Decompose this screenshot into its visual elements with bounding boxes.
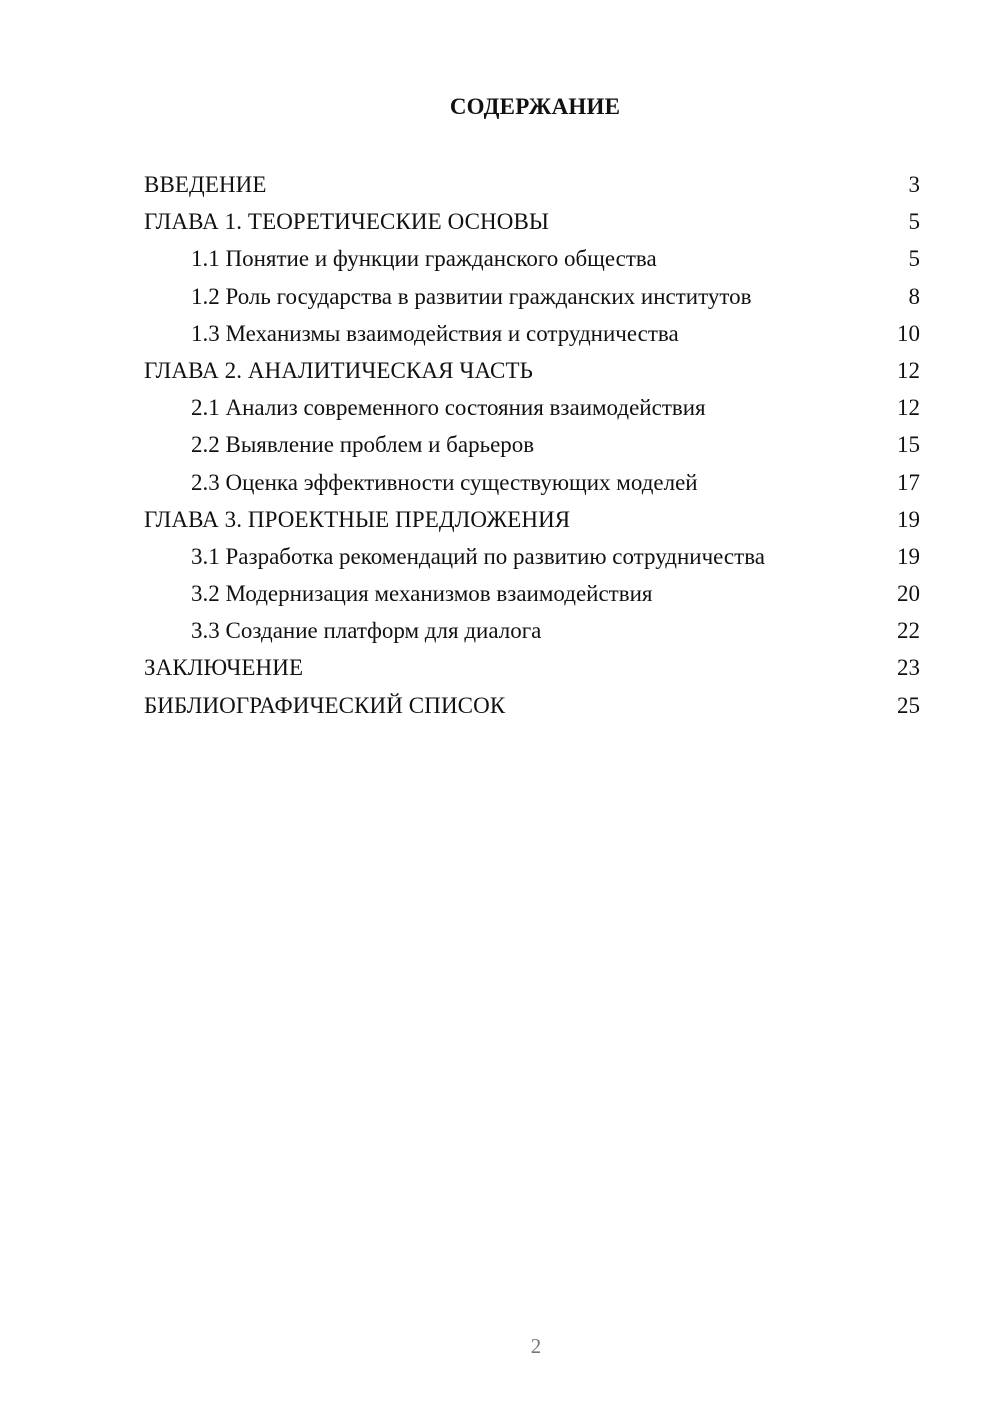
toc-entry-label: 3.1 Разработка рекомендаций по развитию сотрудничества	[191, 543, 765, 569]
toc-entry-page-number: 12	[897, 395, 920, 421]
toc-entry-label: 2.2 Выявление проблем и барьеров	[191, 432, 535, 458]
toc-section-entry	[144, 464, 920, 501]
toc-section-entry	[144, 575, 920, 612]
toc-chapter-entry	[144, 501, 920, 538]
toc-entry-page-number: 25	[897, 692, 920, 718]
toc-entry-label: 2.3 Оценка эффективности существующих моделей	[191, 469, 698, 495]
toc-chapter-entry	[144, 352, 920, 389]
toc-entry-page-number: 12	[897, 357, 920, 383]
toc-entry-page-number: 19	[897, 506, 920, 532]
toc-entry-label: 1.3 Механизмы взаимодействия и сотрудничества	[191, 320, 679, 346]
page-number: 2	[530, 1334, 542, 1358]
toc-section-entry	[144, 315, 920, 352]
toc-chapter-entry	[144, 203, 920, 240]
toc-entry-label: 3.3 Создание платформ для диалога	[191, 618, 542, 644]
toc-entry-label: ВВЕДЕНИЕ	[144, 172, 267, 197]
toc-entry-label: 1.1 Понятие и функции гражданского общества	[191, 246, 657, 272]
toc-entry-label: ЗАКЛЮЧЕНИЕ	[144, 655, 304, 681]
toc-section-entry	[144, 389, 920, 426]
toc-entry-page-number: 17	[897, 469, 920, 495]
toc-entry-label: 1.2 Роль государства в развитии гражданских институтов	[191, 283, 752, 309]
toc-entry-label: ГЛАВА 2. АНАЛИТИЧЕСКАЯ ЧАСТЬ	[144, 357, 533, 383]
table-of-contents	[144, 166, 920, 724]
toc-entry-page-number: 5	[908, 246, 920, 272]
toc-entry-label: ГЛАВА 3. ПРОЕКТНЫЕ ПРЕДЛОЖЕНИЯ	[144, 506, 571, 532]
toc-entry-label: ГЛАВА 1. ТЕОРЕТИЧЕСКИЕ ОСНОВЫ	[144, 209, 550, 235]
toc-entry-page-number: 19	[897, 543, 920, 569]
toc-entry-page-number: 15	[897, 432, 920, 458]
toc-entry-label: БИБЛИОГРАФИЧЕСКИЙ СПИСОК	[144, 692, 506, 718]
toc-chapter-entry	[144, 166, 920, 203]
toc-entry-page-number: 10	[897, 320, 920, 346]
toc-section-entry	[144, 538, 920, 575]
toc-entry-label: 3.2 Модернизация механизмов взаимодействия	[191, 581, 653, 607]
toc-chapter-entry	[144, 687, 920, 724]
toc-section-entry	[144, 278, 920, 315]
toc-entry-page-number: 20	[897, 581, 920, 607]
toc-entry-page-number: 5	[908, 209, 920, 235]
toc-entry-label: 2.1 Анализ современного состояния взаимодействия	[191, 395, 706, 421]
toc-entry-page-number: 8	[908, 283, 920, 309]
toc-entry-page-number: 22	[897, 618, 920, 644]
toc-section-entry	[144, 612, 920, 649]
toc-entry-page-number: 3	[908, 172, 920, 197]
page-title: СОДЕРЖАНИЕ	[449, 94, 621, 119]
toc-section-entry	[144, 426, 920, 463]
toc-section-entry	[144, 240, 920, 277]
toc-entry-page-number: 23	[897, 655, 920, 681]
toc-chapter-entry	[144, 649, 920, 686]
